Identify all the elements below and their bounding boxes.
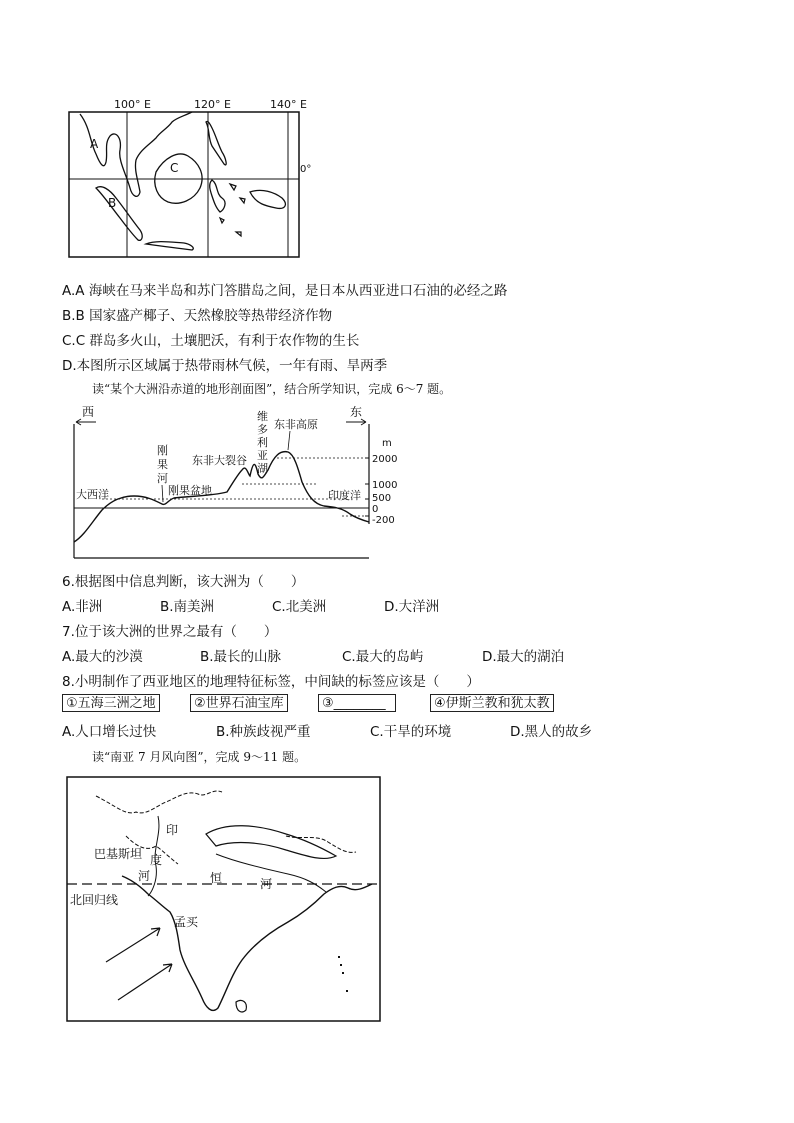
q8-option-d: D.黑人的故乡 bbox=[510, 724, 593, 740]
q6-option-d: D.大洋洲 bbox=[384, 599, 440, 615]
q8-tag-4: ④伊斯兰教和犹太教 bbox=[430, 694, 554, 712]
southeast-asia-map bbox=[60, 92, 320, 262]
q5-option-c: C.C 群岛多火山，土壤肥沃，有利于农作物的生长 bbox=[62, 333, 360, 349]
wind-arrow-2 bbox=[118, 964, 172, 1000]
victoria-lake-label-1: 维 bbox=[257, 410, 268, 423]
sri-lanka bbox=[236, 1000, 246, 1012]
congo-river-pointer bbox=[162, 485, 163, 502]
ganges-label-2: 河 bbox=[260, 877, 273, 891]
q8-option-c: C.干旱的环境 bbox=[370, 724, 452, 740]
lon-label-100: 100° E bbox=[114, 98, 151, 111]
q6-option-a: A.非洲 bbox=[62, 599, 103, 615]
west-label: 西 bbox=[82, 405, 95, 419]
victoria-lake-label-2: 多 bbox=[257, 423, 268, 436]
congo-basin-label: 刚果盆地 bbox=[168, 484, 212, 497]
congo-river-label-3: 河 bbox=[157, 472, 168, 485]
atlantic-label: 大西洋 bbox=[76, 488, 109, 501]
intro-6-7: 读“某个大洲沿赤道的地形剖面图”，结合所学知识，完成 6～7 题。 bbox=[92, 382, 452, 396]
lon-label-140: 140° E bbox=[270, 98, 307, 111]
congo-river-label-2: 果 bbox=[157, 458, 168, 471]
victoria-lake-label-3: 利 bbox=[257, 436, 268, 449]
east-arrow bbox=[346, 419, 366, 425]
tick-1000: 1000 bbox=[372, 480, 398, 491]
east-african-plateau-label: 东非高原 bbox=[274, 418, 318, 431]
q7-option-b: B.最长的山脉 bbox=[200, 649, 282, 665]
wind-arrow-1 bbox=[106, 928, 160, 962]
lon-label-120: 120° E bbox=[194, 98, 231, 111]
java-island bbox=[146, 242, 193, 250]
q5-option-d: D.本图所示区域属于热带雨林气候，一年有雨、旱两季 bbox=[62, 358, 388, 374]
tick-0: 0 bbox=[372, 504, 379, 515]
congo-river-label-1: 刚 bbox=[157, 444, 168, 457]
q8-stem: 8.小明制作了西亚地区的地理特征标签，中间缺的标签应该是（ ） bbox=[62, 674, 480, 690]
indian-ocean-label: 印度洋 bbox=[328, 489, 361, 502]
victoria-lake-label-4: 亚 bbox=[257, 449, 268, 462]
q6-option-b: B.南美洲 bbox=[160, 599, 215, 615]
sulawesi-island bbox=[210, 180, 225, 212]
q5-option-a: A.A 海峡在马来半岛和苏门答腊岛之间，是日本从西亚进口石油的必经之路 bbox=[62, 283, 508, 299]
mumbai-label: 孟买 bbox=[174, 915, 199, 929]
terrain-profile-chart bbox=[62, 402, 412, 564]
intro-9-11: 读“南亚 7 月风向图”，完成 9～11 题。 bbox=[92, 750, 307, 764]
q5-option-b: B.B 国家盛产椰子、天然橡胶等热带经济作物 bbox=[62, 308, 333, 324]
mountain-arc bbox=[206, 826, 336, 859]
q7-option-d: D.最大的湖泊 bbox=[482, 649, 565, 665]
south-asia-wind-map bbox=[66, 776, 382, 1024]
small-islands bbox=[220, 184, 245, 236]
q6-stem: 6.根据图中信息判断，该大洲为（ ） bbox=[62, 574, 305, 590]
q8-tag-3: ③________ bbox=[318, 694, 396, 712]
victoria-lake-label-5: 湖 bbox=[257, 462, 268, 475]
philippines-islands bbox=[206, 121, 226, 164]
india-label-2: 度 bbox=[150, 853, 163, 867]
tick-minus-200: -200 bbox=[372, 515, 395, 526]
tick-500: 500 bbox=[372, 493, 392, 504]
label-a: A bbox=[90, 137, 99, 151]
q7-option-a: A.最大的沙漠 bbox=[62, 649, 143, 665]
tropic-label: 北回归线 bbox=[70, 893, 119, 907]
tick-2000: 2000 bbox=[372, 454, 398, 465]
lat-label-0: 0° bbox=[300, 164, 312, 175]
india-label-1: 印 bbox=[166, 823, 179, 837]
rift-valley-label: 东非大裂谷 bbox=[192, 454, 247, 467]
west-arrow bbox=[76, 419, 96, 425]
ganges-label-1: 恒 bbox=[210, 871, 223, 885]
unit-label: m bbox=[382, 438, 392, 449]
plateau-pointer bbox=[288, 431, 290, 450]
q8-option-b: B.种族歧视严重 bbox=[216, 724, 311, 740]
map-frame bbox=[69, 112, 299, 257]
south-asia-coastline bbox=[122, 876, 372, 1010]
q7-option-c: C.最大的岛屿 bbox=[342, 649, 424, 665]
label-c: C bbox=[170, 161, 179, 175]
island-dots bbox=[338, 956, 348, 992]
q7-stem: 7.位于该大洲的世界之最有（ ） bbox=[62, 624, 278, 640]
q8-option-a: A.人口增长过快 bbox=[62, 724, 157, 740]
label-b: B bbox=[108, 196, 117, 210]
pakistan-label: 巴基斯坦 bbox=[94, 847, 143, 861]
east-label: 东 bbox=[350, 405, 363, 419]
new-guinea-island bbox=[250, 190, 285, 208]
wind-arrows bbox=[106, 928, 172, 1000]
q8-tag-1: ①五海三洲之地 bbox=[62, 694, 160, 712]
q6-option-c: C.北美洲 bbox=[272, 599, 327, 615]
q8-tag-2: ②世界石油宝库 bbox=[190, 694, 288, 712]
indus-label: 河 bbox=[138, 869, 151, 883]
sumatra-island bbox=[96, 187, 142, 241]
